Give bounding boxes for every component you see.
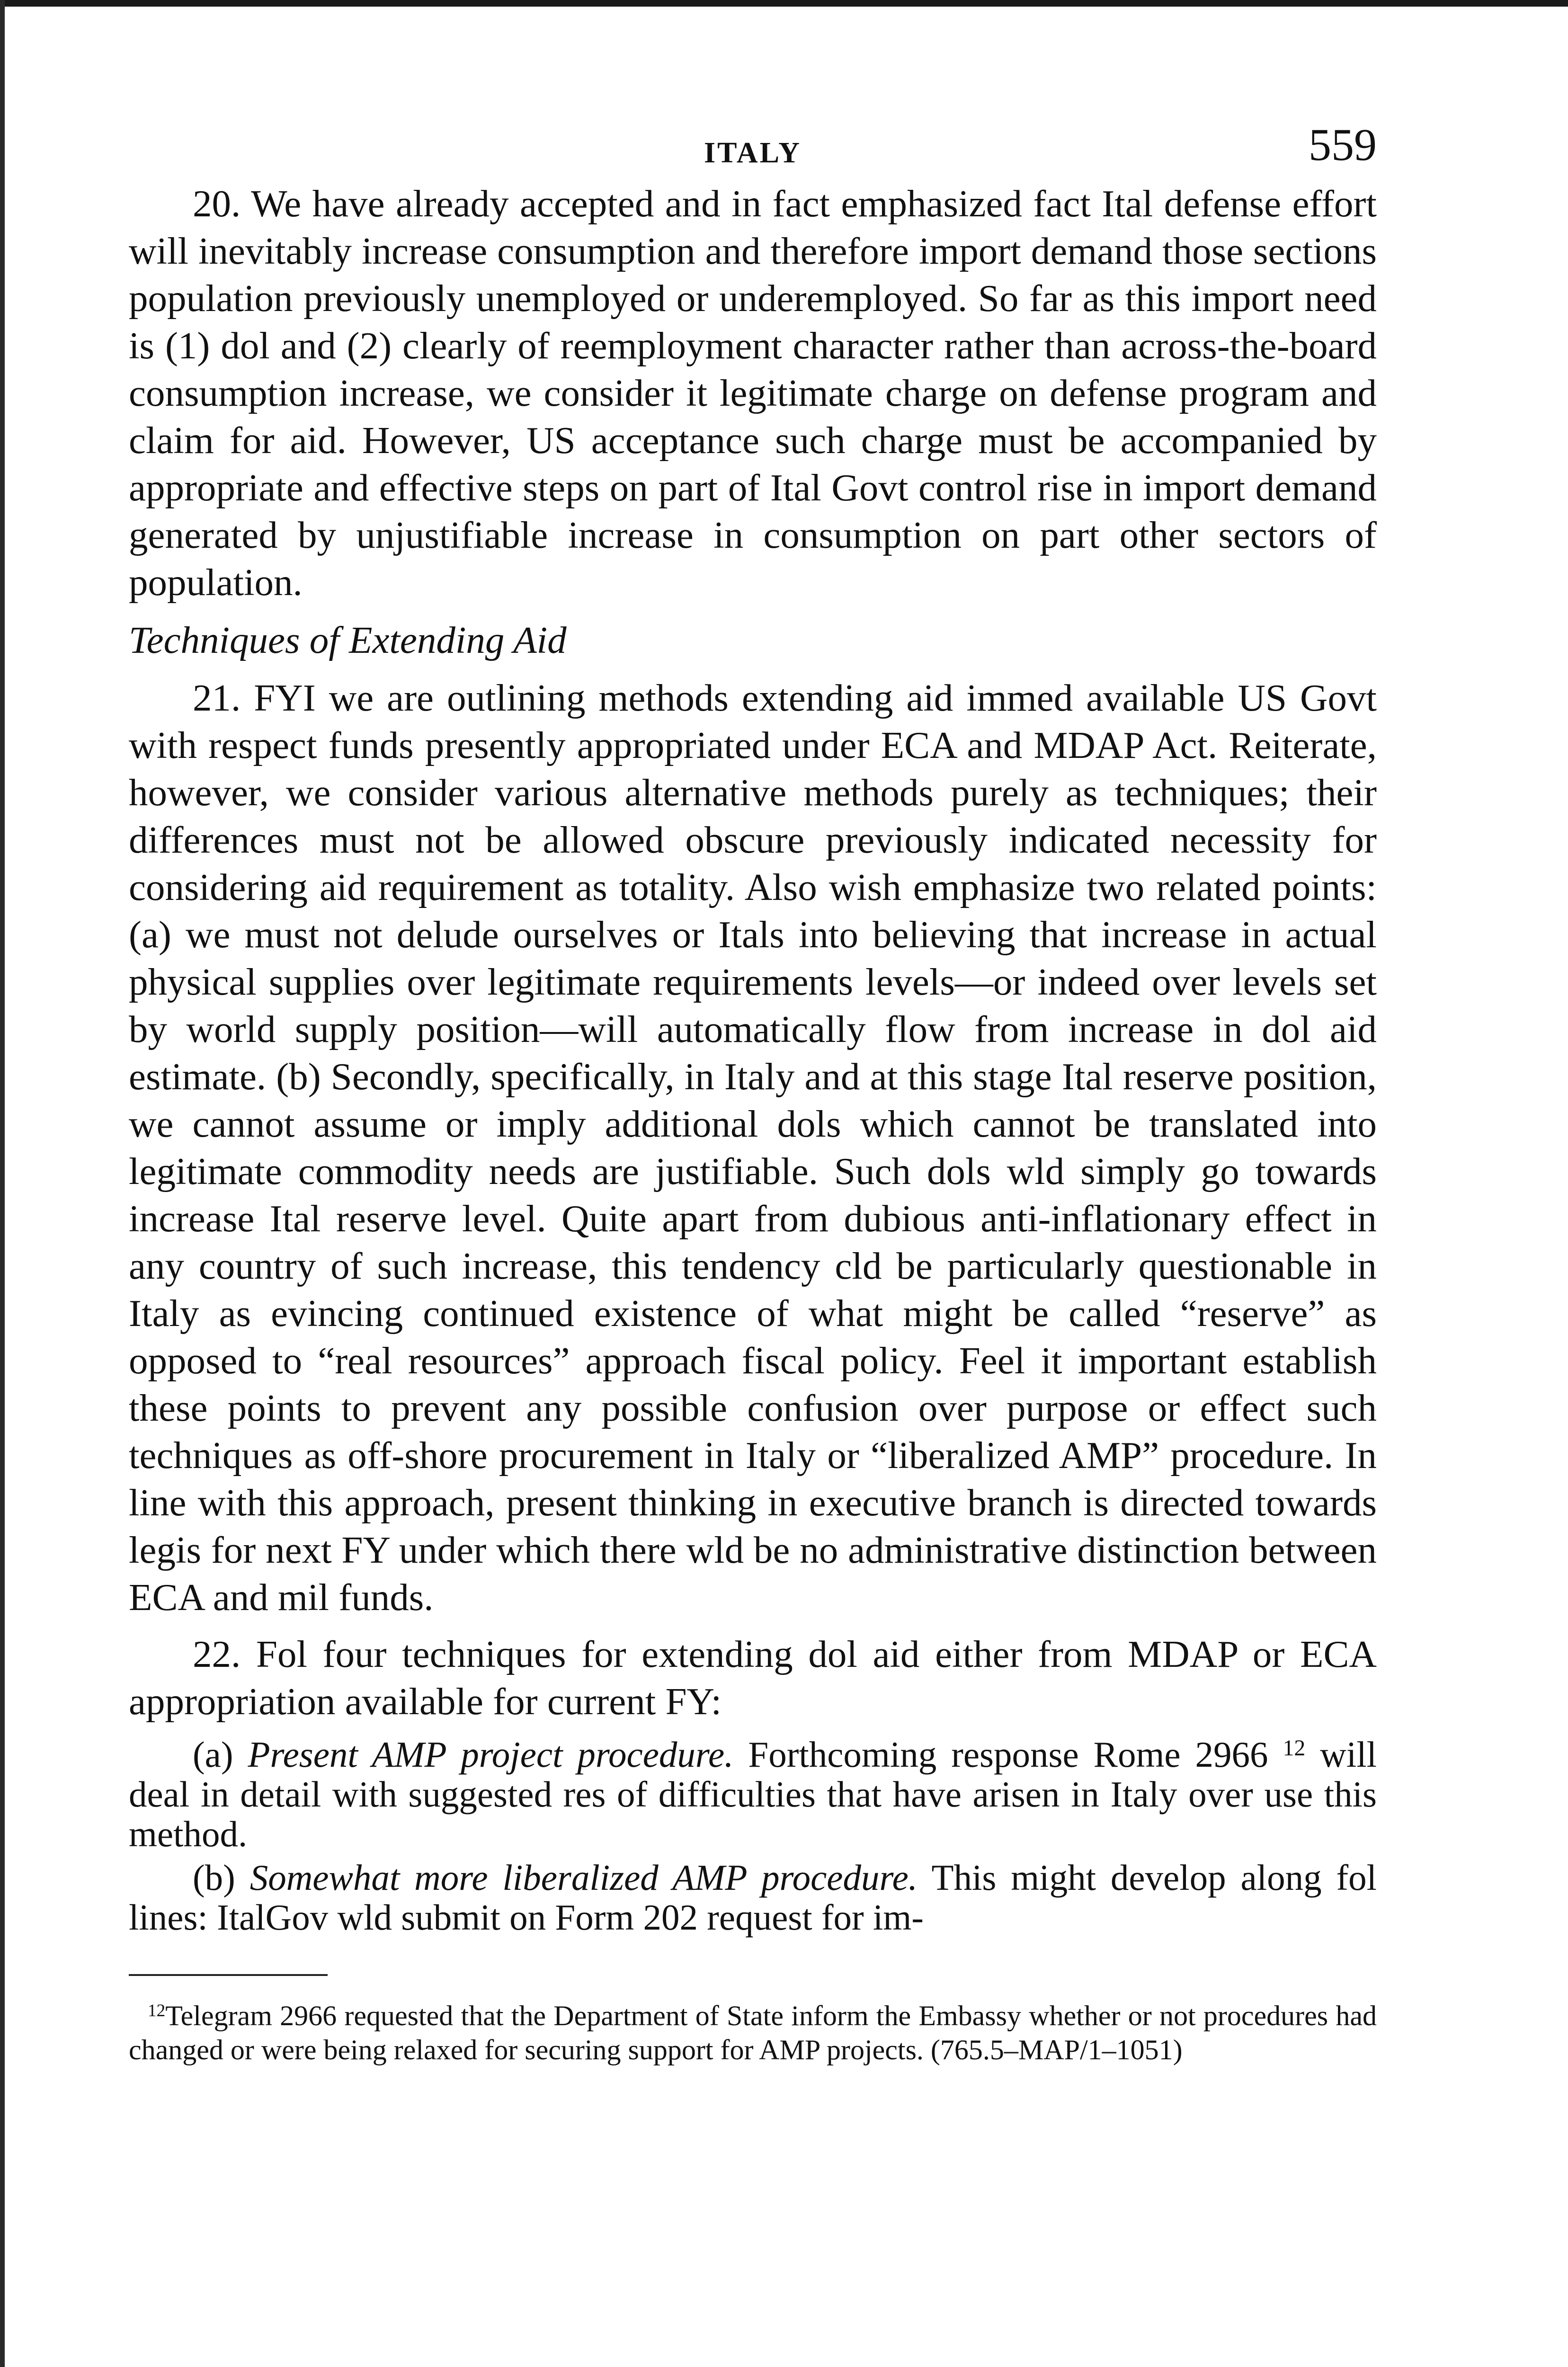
section-heading: Techniques of Extending Aid xyxy=(129,619,567,661)
paragraph-21: 21. FYI we are outlining methods extending aid immed available US Govt with respect funds presently appropriated under ECA and MDAP Act. Reiterate, however, we consider various alternative methods purely as techniques; their differences must not be allowed obscure previously indicated necessity for considering aid requirement as totality. Also wish emphasize two related points: (a) we must not delude ourselves or Itals into believing that increase in actual physical supplies over legitimate requirements levels—or indeed over levels set by world supply position—will automatically flow from increase in dol aid estimate. (b) Secondly, specifically, in Italy and at this stage Ital reserve position, we cannot assume or imply additional dols which cannot be translated into legitimate commodity needs are justifiable. Such dols wld simply go towards increase Ital reserve level. Quite apart from dubious anti-inflationary effect in any country of such increase, this tendency cld be particularly questionable in Italy as evincing continued existence of what might be called “reserve” as opposed to “real resources” approach fiscal policy. Feel it important establish these points to prevent any possible confusion over purpose or effect such techniques as off-shore procurement in Italy or “liberalized AMP” procedure. In line with this approach, present thinking in executive branch is directed towards legis for next FY under which there wld be no administrative distinction between ECA and mil funds. xyxy=(129,676,1377,1619)
footnote xyxy=(129,1999,1377,2067)
item-a-label: (a) xyxy=(193,1734,233,1775)
document-page xyxy=(129,118,1377,2067)
item-a xyxy=(129,1735,1377,1854)
top-page-edge xyxy=(0,0,1568,7)
item-a-title: Present AMP project procedure. xyxy=(248,1734,734,1775)
running-head-title: ITALY xyxy=(704,137,802,169)
left-page-edge xyxy=(0,0,5,2367)
paragraph-22: 22. Fol four techniques for extending dol aid either from MDAP or ECA appropriation available for current FY: xyxy=(129,1633,1377,1723)
item-b xyxy=(129,1858,1377,1937)
item-b-title: Somewhat more liberalized AMP procedure. xyxy=(249,1857,918,1898)
item-b-text: This might develop along fol lines: ItalGov wld submit on Form 202 request for im- xyxy=(129,1857,1377,1938)
item-b-label: (b) xyxy=(193,1857,235,1898)
footnote-text: Telegram 2966 requested that the Department of State inform the Embassy whether or not procedures had changed or were being relaxed for securing support for AMP projects. (765.5–MAP/1–1051) xyxy=(129,2000,1377,2065)
footnote-reference: 12 xyxy=(1283,1735,1306,1761)
item-a-text-1: Forthcoming response Rome 2966 xyxy=(733,1734,1268,1775)
item-a-text-2: will deal in detail with suggested res of difficulties that have arisen in Italy over use this method. xyxy=(129,1734,1377,1854)
paragraph-20: 20. We have already accepted and in fact emphasized fact Ital defense effort will inevitably increase consumption and therefore import demand those sections population previously unemployed or underemployed. So far as this import need is (1) dol and (2) clearly of reemployment character rather than across-the-board consumption increase, we consider it legitimate charge on defense program and claim for aid. However, US acceptance such charge must be accompanied by appropriate and effective steps on part of Ital Govt control rise in import demand generated by unjustifiable increase in consumption on part other sectors of population. xyxy=(129,182,1377,604)
running-head xyxy=(129,118,1377,180)
footnote-number: 12 xyxy=(148,2001,166,2021)
body-text xyxy=(129,180,1377,1725)
page-number: 559 xyxy=(1309,119,1377,170)
footnote-divider xyxy=(129,1974,328,1976)
